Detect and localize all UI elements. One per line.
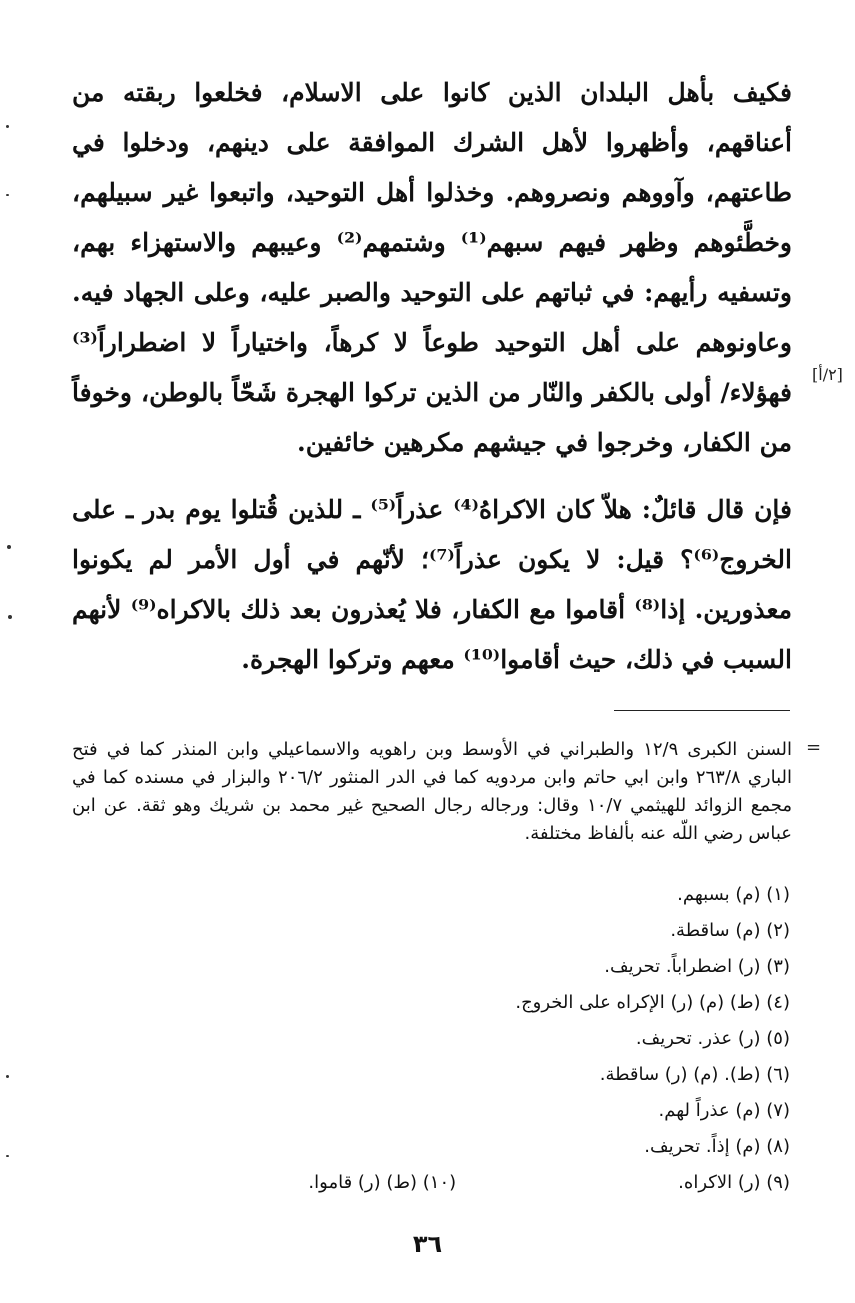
paragraph-text: فكيف بأهل البلدان الذين كانوا على الاسلام، فخلعوا ربقته من أعناقهم، وأظهروا لأهل الشرك الموافقة على دينهم، ودخلوا في طاعتهم، وآووهم ونصروهم. وخذلوا أهل التوحيد، واتبعوا غير سبيلهم، وخطَّئوهم وظهر فيهم سبهم⁽¹⁾ وشتمهم⁽²⁾ وعيبهم والاستهزاء بهم، وتسفيه رأيهم: في ثباتهم على التوحيد والصبر عليه، وعلى الجهاد فيه. وعاونوهم على أهل التوحيد طوعاً لا كرهاً، واختياراً لا اضطراراً⁽³⁾ فهؤلاء/ أولى بالكفر والنّار من الذين تركوا الهجرة شَحّاً بالوطن، وخوفاً من الكفار، وخرجوا في جيشهم مكرهين خائفين. <box>72 78 792 457</box>
footnote-item: (٦) (ط). (م) (ر) ساقطة. <box>599 1064 790 1085</box>
footnote-item-pair <box>72 1165 790 1201</box>
scan-speck <box>6 125 9 128</box>
manuscript-folio-note: [٢/أ] <box>812 365 843 384</box>
page-number: ٣٦ <box>412 1230 443 1258</box>
footnote-item: (١) (م) بسبهم. <box>677 884 790 905</box>
scan-speck <box>6 194 9 196</box>
scan-speck <box>6 1155 9 1157</box>
paragraph-text: فإن قال قائلٌ: هلاّ كان الاكراهُ⁽⁴⁾ عذراً⁽⁵⁾ ـ للذين قُتلوا يوم بدر ـ على الخروج⁽⁶⁾؟ قيل: لا يكون عذراً⁽⁷⁾؛ لأنّهم في أول الأمر لم يكونوا معذورين. إذا⁽⁸⁾ أقاموا مع الكفار، فلا يُعذرون بعد ذلك بالاكراه⁽⁹⁾ لأنهم السبب في ذلك، حيث أقاموا⁽¹⁰⁾ معهم وتركوا الهجرة. <box>72 495 792 674</box>
main-paragraph-1 <box>72 68 792 468</box>
footnote-item: (٨) (م) إذاً. تحريف. <box>644 1136 790 1157</box>
scan-speck <box>7 545 11 549</box>
footnote-item: (٢) (م) ساقطة. <box>670 920 790 941</box>
footnote-item: (٧) (م) عذراً لهم. <box>658 1100 790 1121</box>
footnote-item: (١٠) (ط) (ر) قاموا. <box>308 1172 457 1193</box>
footnote-item: (٣) (ر) اضطراباً. تحريف. <box>604 956 790 977</box>
scan-speck <box>6 1075 9 1078</box>
scan-speck <box>8 615 12 619</box>
footnote-item: (٤) (ط) (م) (ر) الإكراه على الخروج. <box>515 992 790 1013</box>
main-paragraph-2 <box>72 485 792 685</box>
footnote-continued-text: السنن الكبرى ١٢/٩ والطبراني في الأوسط وبن راهويه والاسماعيلي وابن المنذر كما في فتح الباري ٢٦٣/٨ وابن ابي حاتم وابن مردويه كما في الدر المنثور ٢٠٦/٢ والبزار في مسنده كما في مجمع الزوائد للهيثمي ١٠/٧ وقال: ورجاله رجال الصحيح غير محمد بن شريك وهو ثقة. عن ابن عباس رضي اللّه عنه بألفاظ مختلفة. <box>72 739 793 844</box>
footnote-list <box>72 877 790 1201</box>
footnote-continued <box>72 736 792 848</box>
footnote-continuation-mark: = <box>806 737 822 758</box>
footnote-separator <box>614 710 790 711</box>
footnote-item: (٩) (ر) الاكراه. <box>678 1172 790 1193</box>
footnote-item: (٥) (ر) عذر. تحريف. <box>635 1028 790 1049</box>
